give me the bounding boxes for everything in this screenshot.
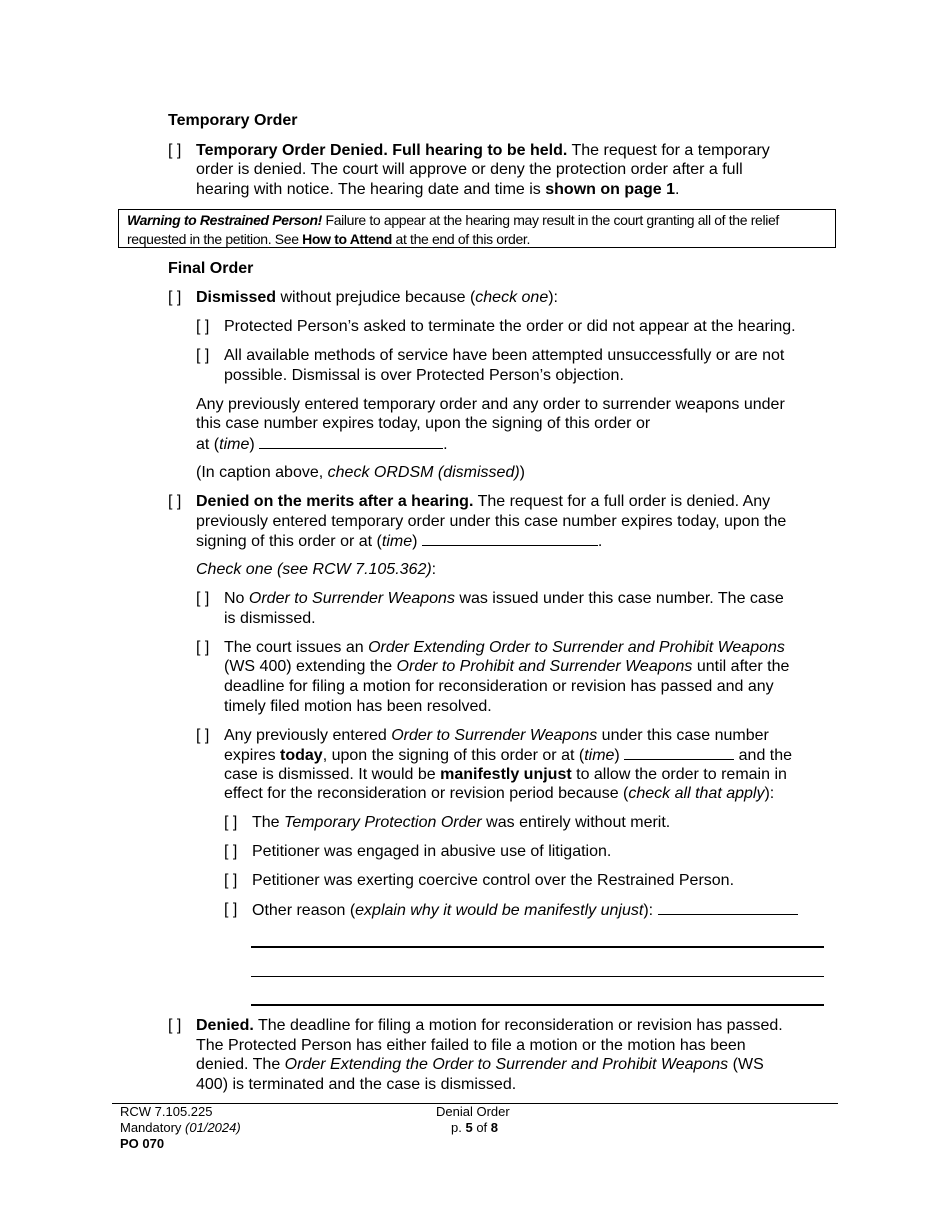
temp-denied-line1: Temporary Order Denied. Full hearing to be held. The request for a temporary	[196, 142, 770, 159]
denied-final-line4: 400) is terminated and the case is dismissed.	[196, 1076, 517, 1093]
checkbox-service-attempted[interactable]: [ ]	[196, 347, 210, 364]
checkbox-dismissed[interactable]: [ ]	[168, 289, 182, 306]
checkbox-temp-denied[interactable]: [ ]	[168, 142, 182, 159]
court-extends-line3: deadline for filing a motion for reconsideration or revision has passed and any	[224, 678, 774, 695]
other-reason-line-2[interactable]	[251, 976, 824, 977]
time-blank-dismissed[interactable]	[259, 434, 443, 449]
caption-note: (In caption above, check ORDSM (dismissed))	[196, 464, 525, 481]
merits-line1: Denied on the merits after a hearing. The request for a full order is denied. Any	[196, 493, 771, 510]
option-service-line1: All available methods of service have been attempted unsuccessfully or are not	[224, 347, 785, 364]
section-heading-temporary: Temporary Order	[168, 112, 298, 129]
section-heading-final: Final Order	[168, 260, 254, 277]
reason-other: Other reason (explain why it would be manifestly unjust):	[252, 900, 798, 921]
time-blank-merits[interactable]	[422, 531, 598, 546]
prev-order-line1: Any previously entered temporary order and any order to surrender weapons under	[196, 396, 785, 413]
reason-without-merit: The Temporary Protection Order was entirely without merit.	[252, 814, 671, 831]
prev-order-line2: this case number expires today, upon the signing of this order or	[196, 415, 651, 432]
court-extends-line2: (WS 400) extending the Order to Prohibit and Surrender Weapons until after the	[224, 658, 790, 675]
dismissed-line: Dismissed without prejudice because (check one):	[196, 289, 558, 306]
warning-line2: requested in the petition. See How to Attend at the end of this order.	[127, 231, 530, 247]
any-previous-line3: case is dismissed. It would be manifestly unjust to allow the order to remain in	[224, 766, 787, 783]
footer-title: Denial Order	[436, 1104, 510, 1119]
option-protected-terminate: Protected Person’s asked to terminate the order or did not appear at the hearing.	[224, 318, 796, 335]
any-previous-line2: expires today, upon the signing of this order or at (time) and the	[224, 747, 793, 764]
reason-abusive-litigation: Petitioner was engaged in abusive use of litigation.	[252, 843, 612, 860]
court-extends-line1: The court issues an Order Extending Order to Surrender and Prohibit Weapons	[224, 639, 785, 656]
warning-box	[118, 209, 836, 248]
merits-line3: signing of this order or at (time) .	[196, 533, 603, 550]
checkbox-court-extends[interactable]: [ ]	[196, 639, 210, 656]
footer-mandatory: Mandatory (01/2024)	[120, 1120, 241, 1135]
denied-final-line2: The Protected Person has either failed to file a motion or the motion has been	[196, 1037, 746, 1054]
no-surrender-line2: is dismissed.	[224, 610, 316, 627]
warning-line1: Warning to Restrained Person! Failure to appear at the hearing may result in the court granting all of the relief	[127, 212, 779, 228]
other-reason-line-1[interactable]	[251, 946, 824, 948]
other-reason-line-3[interactable]	[251, 1004, 824, 1006]
denied-final-line3: denied. The Order Extending the Order to Surrender and Prohibit Weapons (WS	[196, 1056, 764, 1073]
checkbox-coercive-control[interactable]: [ ]	[224, 872, 238, 889]
prev-order-line3: at (time) .	[196, 436, 448, 453]
checkbox-abusive-litigation[interactable]: [ ]	[224, 843, 238, 860]
checkbox-other-reason[interactable]: [ ]	[224, 901, 238, 918]
footer-page-number: p. 5 of 8	[451, 1120, 499, 1135]
option-service-line2: possible. Dismissal is over Protected Person’s objection.	[224, 367, 624, 384]
court-extends-line4: timely filed motion has been resolved.	[224, 698, 492, 715]
checkbox-without-merit[interactable]: [ ]	[224, 814, 238, 831]
any-previous-line1: Any previously entered Order to Surrender Weapons under this case number	[224, 727, 769, 744]
checkbox-any-previous[interactable]: [ ]	[196, 727, 210, 744]
no-surrender-line1: No Order to Surrender Weapons was issued under this case number. The case	[224, 590, 784, 607]
denied-final-line1: Denied. The deadline for filing a motion for reconsideration or revision has passed.	[196, 1017, 783, 1034]
reason-coercive-control: Petitioner was exerting coercive control over the Restrained Person.	[252, 872, 735, 889]
footer-rcw: RCW 7.105.225	[120, 1104, 213, 1119]
footer-form-number: PO 070	[120, 1136, 165, 1151]
checkbox-protected-terminate[interactable]: [ ]	[196, 318, 210, 335]
temp-denied-line2: order is denied. The court will approve or deny the protection order after a full	[196, 161, 743, 178]
other-reason-blank[interactable]	[658, 900, 798, 915]
checkbox-denied-merits[interactable]: [ ]	[168, 493, 182, 510]
check-one-label: Check one (see RCW 7.105.362):	[196, 561, 437, 578]
checkbox-denied-final[interactable]: [ ]	[168, 1017, 182, 1034]
checkbox-no-surrender[interactable]: [ ]	[196, 590, 210, 607]
any-previous-line4: effect for the reconsideration or revision period because (check all that apply):	[224, 785, 775, 802]
merits-line2: previously entered temporary order under this case number expires today, upon the	[196, 513, 787, 530]
time-blank-any[interactable]	[624, 745, 734, 760]
temp-denied-line3: hearing with notice. The hearing date and time is shown on page 1.	[196, 181, 680, 198]
